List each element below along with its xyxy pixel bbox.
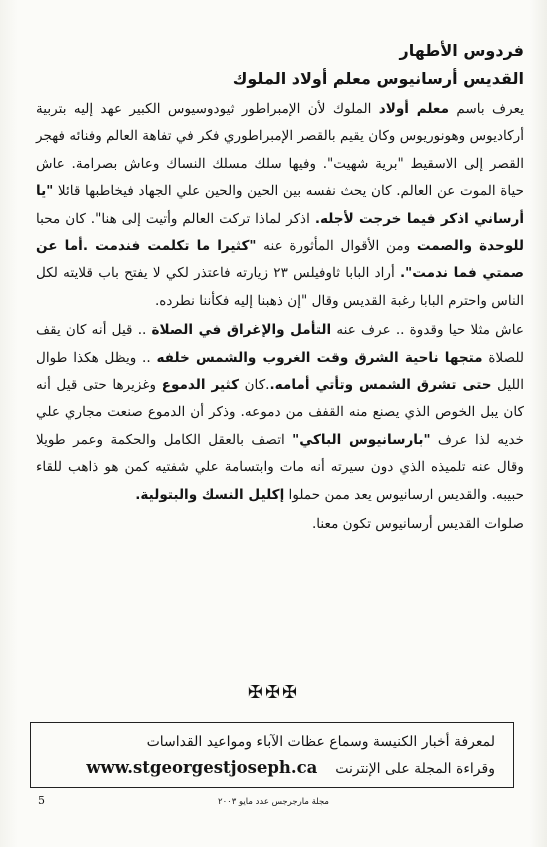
text-run: يعرف باسم — [449, 101, 524, 117]
bold-run: كثير الدموع — [161, 377, 239, 394]
text-run: عاش مثلا حيا وقدوة .. عرف عنه — [331, 322, 524, 339]
bold-run: "كثيرا ما تكلمت فندمت .أما عن صمتي فما ندمت". — [36, 238, 524, 282]
text-run: اذكر لماذا تركت العالم وأتيت إلى هنا". كان محبا — [36, 210, 315, 227]
text-run: .. ويظل هكذا طوال الليل — [36, 349, 524, 394]
bold-run: إكليل النسك والبتولية. — [135, 486, 285, 503]
page-number: 5 — [38, 794, 45, 807]
text-run: .. قيل أنه كان يقف للصلاة — [36, 322, 524, 366]
text-run: أراد البابا ثاوفيلس ٢٣ زيارته فاعتذر لكي لا يفتح باب قلايته لكل الناس واحترم البابا رغبة القديس وقال "إن ذهبنا إليه فكأننا نطرده. — [36, 265, 524, 309]
bold-run: حتى تشرق الشمس وتأتي أمامه. — [269, 377, 492, 394]
cross-ornament-icon: ✠✠✠ — [247, 682, 300, 703]
text-run: .كان — [238, 377, 270, 394]
bold-run: "يا أرساني اذكر فيما خرجت لأجله. — [36, 183, 524, 227]
bold-run: "بارسانيوس الباكي" — [292, 431, 431, 448]
bold-run: معلم أولاد — [378, 101, 449, 117]
paragraph-prayer-life — [36, 317, 524, 509]
bold-run: للوحدة والصمت — [416, 238, 525, 255]
info-box-line2-text: وقراءة المجلة على الإنترنت — [335, 761, 495, 777]
section-title: فردوس الأطهار — [399, 41, 524, 60]
article — [36, 38, 524, 539]
paragraph-closing-prayer — [36, 511, 524, 538]
text-run: ومن الأقوال المأثورة عنه — [256, 238, 417, 255]
bold-run: متجها ناحية الشرق وقت الغروب والشمس خلفه — [156, 349, 483, 366]
article-title: القديس أرسانيوس معلم أولاد الملوك — [232, 69, 524, 88]
text-run: اتصف بالعقل الكامل والحكمة وعمر طويلا وقال عنه تلميذه الذي دون سيرته أنه مات وابتسامة علي شفتيه كمن هو ذاهب للقاء حبيبه. والقديس ارسانيوس يعد ممن حملوا — [36, 431, 524, 503]
text-run: صلوات القديس أرسانيوس تكون معنا. — [311, 516, 524, 533]
text-run: وغزيرها حتى قيل أنه كان يبل الخوص الذي يصنع منه القفف من دموعه. وذكر أن الدموع صنعت مجاري علي خديه لذا عرف — [36, 377, 524, 448]
paragraph-biography — [36, 96, 524, 315]
info-box-line2 — [49, 755, 495, 782]
info-box-line1: لمعرفة أخبار الكنيسة وسماع عظات الآباء ومواعيد القداسات — [146, 734, 495, 750]
bold-run: التأمل والإغراق في الصلاة — [151, 322, 332, 339]
website-link[interactable]: www.stgeorgestjoseph.ca — [86, 758, 318, 777]
issue-footer: مجلة مارجرجس عدد مايو ٢٠٠٣ — [218, 797, 329, 807]
info-box — [30, 722, 514, 788]
text-run: الملوك لأن الإمبراطور ثيودوسيوس الكبير عهد إليه بتربية أركاديوس وهونوريوس وكان يقيم بالقصر الإمبراطوري فكر في تفاهة العالم وفنائه فهجر القصر إلى الاسقيط "برية شهيت". وفيها سلك مسلك النساك وعاش بصرامة. عاش حياة الموت عن العالم. كان يحث نفسه بين الحين والحين علي الجهاد فيخاطبها قائلا — [36, 101, 524, 200]
